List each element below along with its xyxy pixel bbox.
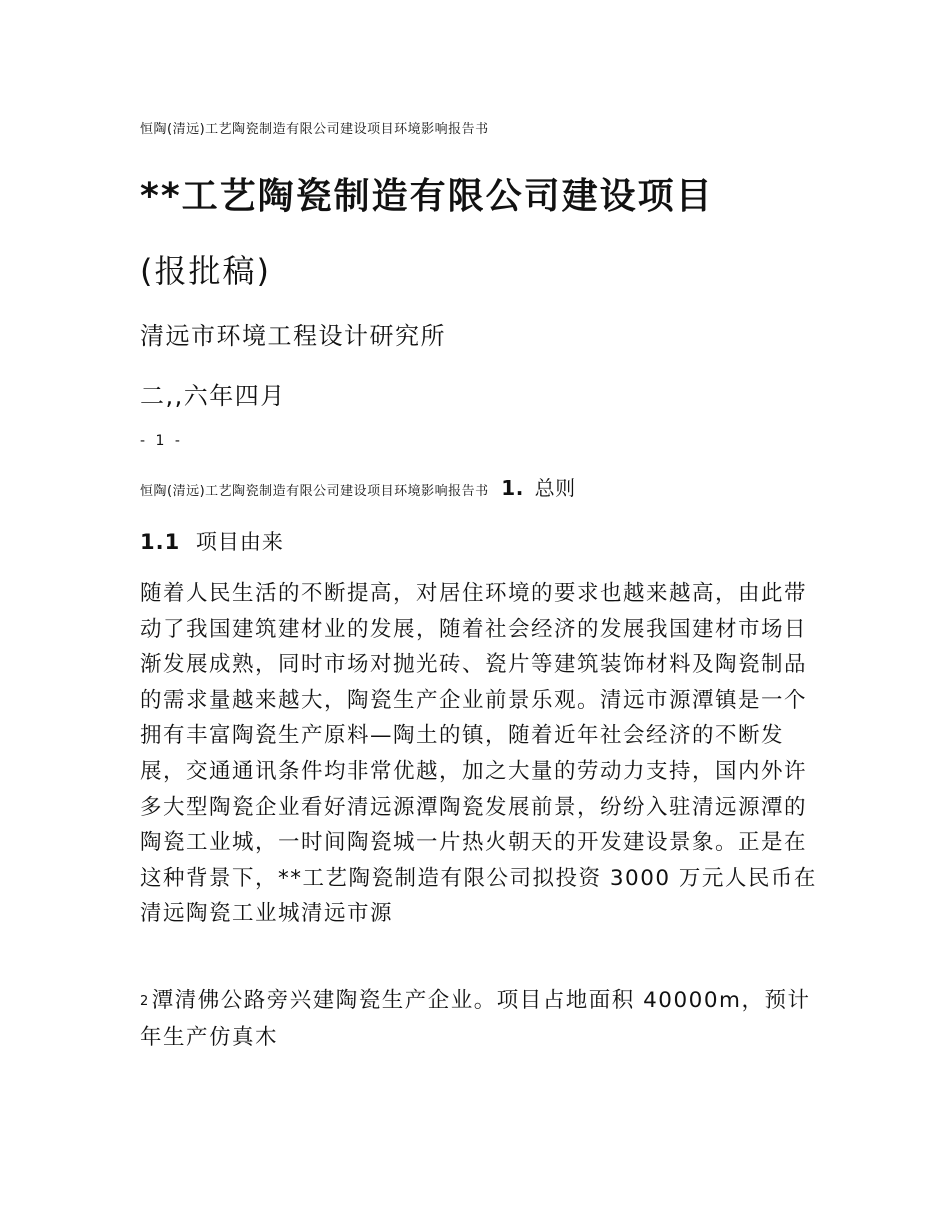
running-header-chapter bbox=[140, 472, 576, 501]
body-paragraph-2-text: 潭清佛公路旁兴建陶瓷生产企业。项目占地面积 40000m，预计年生产仿真木 bbox=[140, 988, 811, 1050]
body-paragraph-1: 随着人民生活的不断提高，对居住环境的要求也越来越高，由此带动了我国建筑建材业的发展，随着社会经济的发展我国建材市场日渐发展成熟，同时市场对抛光砖、瓷片等建筑装饰材料及陶瓷制品的需求量越来越大，陶瓷生产企业前景乐观。清远市源潭镇是一个拥有丰富陶瓷生产原料—陶土的镇，随着近年社会经济的不断发展，交通通讯条件均非常优越，加之大量的劳动力支持，国内外许多大型陶瓷企业看好清远源潭陶瓷发展前景，纷纷入驻清远源潭的陶瓷工业城，一时间陶瓷城一片热火朝天的开发建设景象。正是在这种背景下，**工艺陶瓷制造有限公司拟投资 3000 万元人民币在清远陶瓷工业城清远市源 bbox=[140, 581, 817, 927]
superscript-marker: 2 bbox=[140, 994, 150, 1009]
document-subtitle: (报批稿) bbox=[140, 252, 271, 290]
running-header: 恒陶(清远)工艺陶瓷制造有限公司建设项目环境影响报告书 bbox=[140, 122, 489, 137]
document-date: 二,,六年四月 bbox=[140, 382, 286, 410]
document-title: **工艺陶瓷制造有限公司建设项目 bbox=[140, 176, 714, 217]
organization-name: 清远市环境工程设计研究所 bbox=[140, 322, 446, 350]
section-heading bbox=[140, 526, 284, 556]
section-number: 1.1 bbox=[140, 530, 181, 554]
running-header-2: 恒陶(清远)工艺陶瓷制造有限公司建设项目环境影响报告书 bbox=[140, 484, 489, 499]
chapter-title: 总则 bbox=[534, 476, 576, 500]
body-paragraph-2 bbox=[140, 983, 820, 1055]
page-number: - 1 - bbox=[140, 433, 183, 449]
chapter-heading bbox=[501, 476, 575, 500]
section-title: 项目由来 bbox=[195, 530, 284, 554]
chapter-number: 1. bbox=[501, 476, 524, 500]
